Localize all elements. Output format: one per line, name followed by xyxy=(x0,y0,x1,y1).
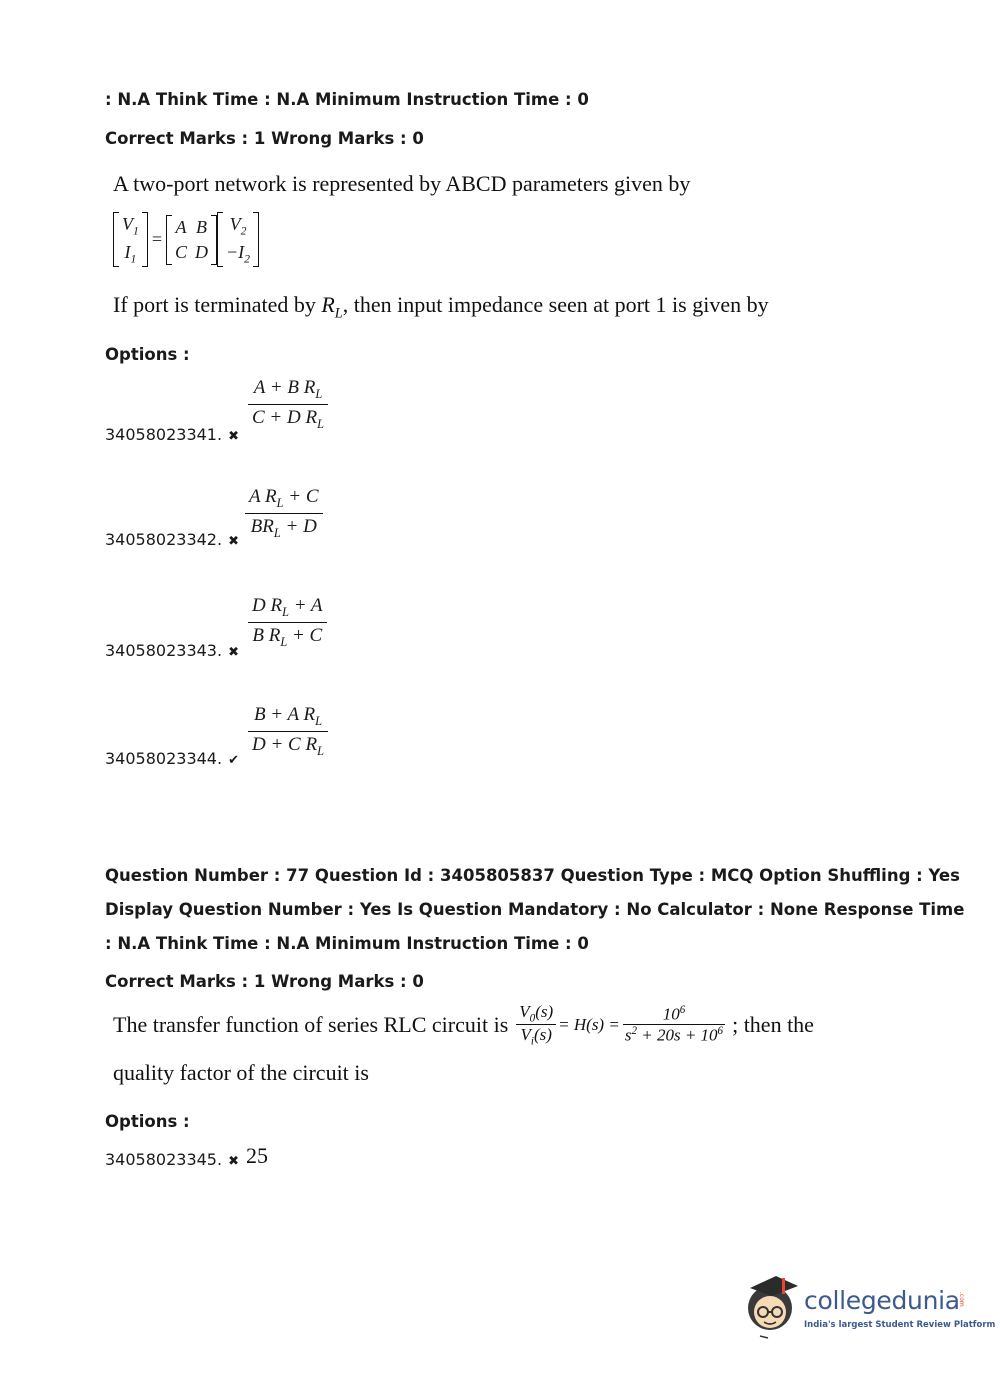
q76-option-4[interactable] xyxy=(105,749,239,768)
q76-option-3[interactable] xyxy=(105,641,239,660)
q76-option-4-formula: $\frac{B + A R_L}{D + C R_L}$ xyxy=(248,704,328,759)
vi-vector: $V_1$ $I_1$ xyxy=(113,212,148,267)
correct-check-icon: ✔ xyxy=(228,753,239,768)
transfer-function: $\frac{10^6}{s^2 + 20s + 10^6}$ xyxy=(622,1004,726,1046)
q76-option-2-formula: A $R_L + C$ $BR_L + D$ xyxy=(245,486,323,541)
q76-options-label: Options : xyxy=(105,345,190,364)
q76-option-3-formula: $\frac{D R_L + A}{B R_L + C}$ xyxy=(248,595,327,650)
q76-marks-line: Correct Marks : 1 Wrong Marks : 0 xyxy=(105,129,424,148)
q76-option-1[interactable] xyxy=(105,425,239,444)
q77-question-text-2: quality factor of the circuit is xyxy=(113,1060,369,1085)
wrong-icon: ✖ xyxy=(228,645,239,660)
q76-question-text: A two-port network is represented by ABCD parameters given by xyxy=(113,171,691,196)
wrong-icon: ✖ xyxy=(228,534,239,549)
transfer-ratio: $\frac{V_0(s)}{V_i(s)}$ xyxy=(516,1002,556,1048)
option-id: 34058023345. xyxy=(105,1150,223,1169)
option-id: 34058023343. xyxy=(105,641,223,660)
mascot-icon xyxy=(742,1270,802,1340)
collegedunia-logo[interactable] xyxy=(742,1270,996,1340)
wrong-icon: ✖ xyxy=(228,429,239,444)
abcd-matrix-equation: $V_1$ $I_1$ = A B C D $V_2$ $-I_2$ xyxy=(113,212,259,267)
q77-options-label: Options : xyxy=(105,1112,190,1131)
option-id: 34058023341. xyxy=(105,425,223,444)
logo-tagline: India's largest Student Review Platform xyxy=(804,1320,996,1330)
q77-meta-line-1: Question Number : 77 Question Id : 3405805837 Question Type : MCQ Option Shuffling : Yes xyxy=(105,866,960,885)
wrong-icon: ✖ xyxy=(228,1154,239,1169)
q77-meta-line-3: : N.A Think Time : N.A Minimum Instruction Time : 0 xyxy=(105,934,589,953)
abcd-matrix: A B C D xyxy=(166,215,217,265)
q76-meta-line: : N.A Think Time : N.A Minimum Instruction Time : 0 xyxy=(105,90,589,109)
q76-option-1-formula: $\frac{A + B R_L}{C + D R_L}$ xyxy=(248,377,328,432)
q77-meta-line-2: Display Question Number : Yes Is Question Mandatory : No Calculator : None Response Time xyxy=(105,900,965,919)
q76-option-2[interactable] xyxy=(105,530,239,549)
q76-question-text-2: If port is terminated by $R_L$, then input impedance seen at port 1 is given by xyxy=(113,292,769,322)
logo-wordmark: collegedunia xyxy=(804,1286,960,1315)
option-id: 34058023344. xyxy=(105,749,223,768)
q77-option-1[interactable] xyxy=(105,1150,239,1169)
q77-option-1-value: 25 xyxy=(246,1143,268,1168)
option-id: 34058023342. xyxy=(105,530,223,549)
v2-i2-vector: $V_2$ $-I_2$ xyxy=(217,212,259,267)
logo-com: .com xyxy=(958,1292,965,1307)
q77-marks-line: Correct Marks : 1 Wrong Marks : 0 xyxy=(105,972,424,991)
q77-question-text: The transfer function of series RLC circuit is $\frac{V_0(s)}{V_i(s)}$ = H(s) = $\frac{10^6}{s^2 + 20s + 10^6}$ ; then the xyxy=(113,1002,814,1048)
